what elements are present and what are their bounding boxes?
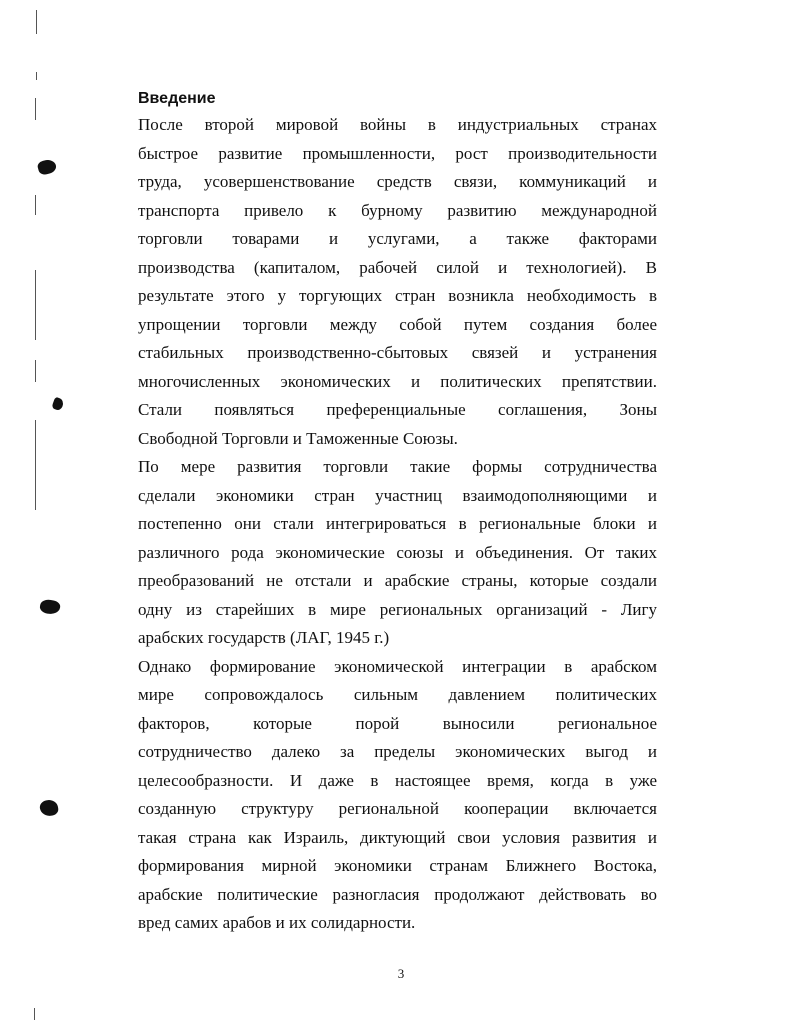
text-line: постепенно они стали интегрироваться в региональные блоки и <box>138 514 657 533</box>
punch-hole-blot <box>39 598 61 615</box>
text-line: транспорта привело к бурному развитию международной <box>138 201 657 220</box>
text-line: арабские политические разногласия продолжают действовать во <box>138 885 657 904</box>
text-line: производства (капиталом, рабочей силой и технологией). В <box>138 258 657 277</box>
scan-edge-mark <box>36 10 37 34</box>
text-line: Стали появляться преференциальные соглашения, Зоны <box>138 400 657 419</box>
text-line: целесообразности. И даже в настоящее время, когда в уже <box>138 771 657 790</box>
text-line: Однако формирование экономической интеграции в арабском <box>138 657 657 676</box>
text-line: По мере развития торговли такие формы сотрудничества <box>138 457 657 476</box>
text-line: созданную структуру региональной кооперации включается <box>138 799 657 818</box>
scan-edge-mark <box>35 195 36 215</box>
scan-edge-mark <box>35 98 36 120</box>
scan-edge-mark <box>35 360 36 382</box>
text-line: мире сопровождалось сильным давлением политических <box>138 685 657 704</box>
punch-hole-blot <box>36 158 57 176</box>
text-line: сотрудничество далеко за пределы экономических выгод и <box>138 742 657 761</box>
text-line: вред самих арабов и их солидарности. <box>138 913 416 932</box>
text-line: Свободной Торговли и Таможенные Союзы. <box>138 429 458 448</box>
text-line: После второй мировой войны в индустриальных странах <box>138 115 657 134</box>
scan-edge-mark <box>35 270 36 340</box>
text-line: многочисленных экономических и политических препятствии. <box>138 372 657 391</box>
text-line: такая страна как Израиль, диктующий свои условия развития и <box>138 828 657 847</box>
scan-edge-mark <box>34 1008 35 1020</box>
text-line: преобразований не отстали и арабские страны, которые создали <box>138 571 657 590</box>
text-line: стабильных производственно-сбытовых связей и устранения <box>138 343 657 362</box>
text-line: торговли товарами и услугами, а также факторами <box>138 229 657 248</box>
section-heading: Введение <box>138 90 216 107</box>
punch-hole-blot <box>51 397 65 412</box>
punch-hole-blot <box>39 799 60 818</box>
scan-edge-mark <box>36 72 37 80</box>
scan-edge-mark <box>35 420 36 510</box>
text-line: формирования мирной экономики странам Ближнего Востока, <box>138 856 657 875</box>
text-line: арабских государств (ЛАГ, 1945 г.) <box>138 628 390 647</box>
text-line: факторов, которые порой выносили региональное <box>138 714 657 733</box>
text-line: результате этого у торгующих стран возникла необходимость в <box>138 286 657 305</box>
text-line: одну из старейших в мире региональных организаций - Лигу <box>138 600 657 619</box>
page-number: 3 <box>397 966 405 981</box>
text-line: труда, усовершенствование средств связи, коммуникаций и <box>138 172 657 191</box>
text-line: быстрое развитие промышленности, рост производительности <box>138 144 657 163</box>
text-line: различного рода экономические союзы и объединения. От таких <box>138 543 657 562</box>
text-line: упрощении торговли между собой путем создания более <box>138 315 657 334</box>
text-line: сделали экономики стран участниц взаимодополняющими и <box>138 486 657 505</box>
